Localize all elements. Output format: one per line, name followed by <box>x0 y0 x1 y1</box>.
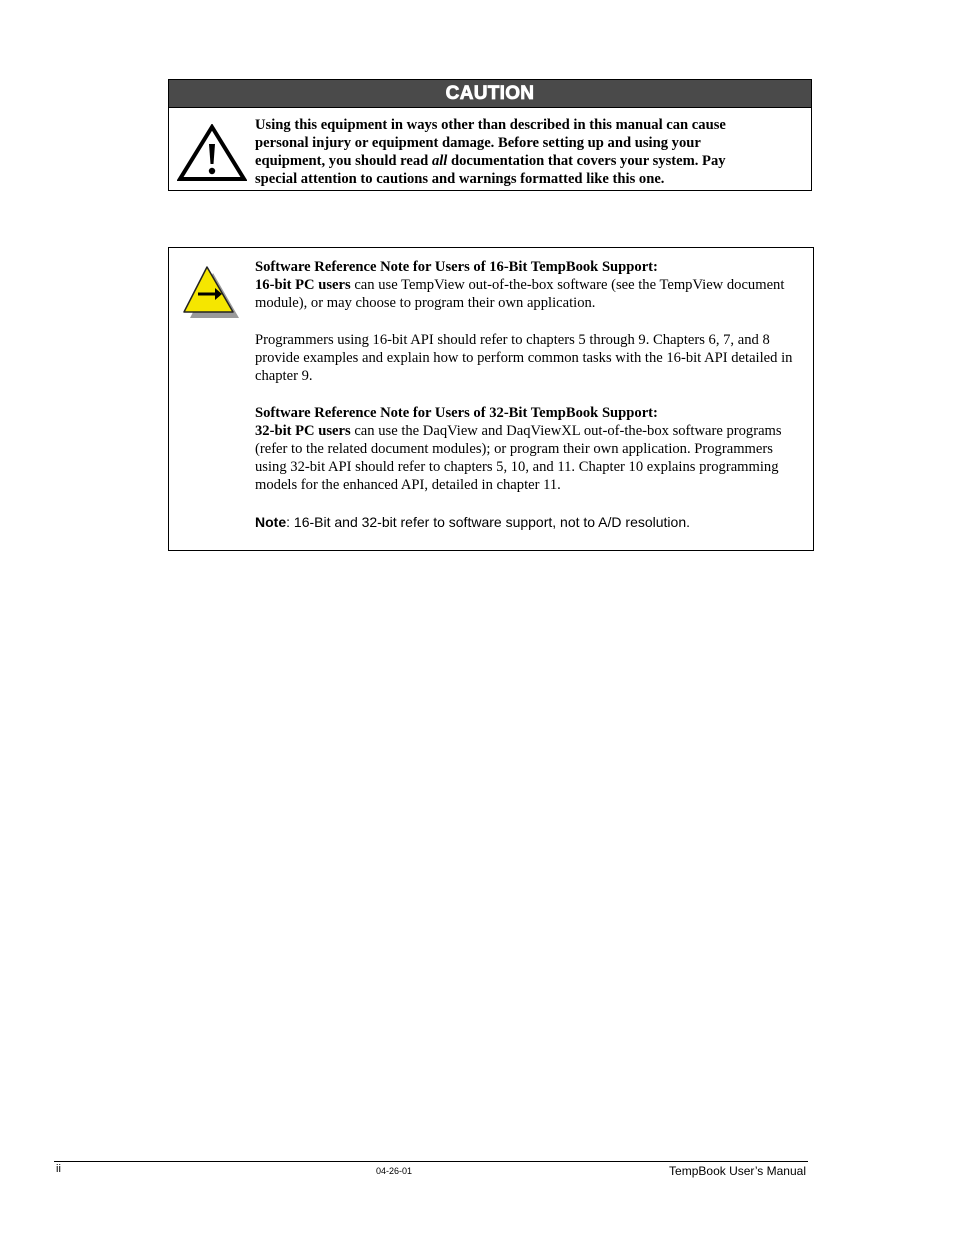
software-note-content <box>255 258 807 531</box>
footer-page-number: ii <box>56 1163 61 1175</box>
caution-emphasis: all <box>431 153 448 169</box>
warning-triangle-icon <box>177 124 247 182</box>
footer-date: 04-26-01 <box>376 1166 413 1176</box>
caution-line: Using this equipment in ways other than described in this manual can cause <box>255 117 726 133</box>
caution-box <box>168 79 812 191</box>
note-heading-32bit: Software Reference Note for Users of 32-Bit TempBook Support: <box>255 404 658 421</box>
caution-line <box>255 152 800 170</box>
note-16bit-users <box>255 276 807 312</box>
note-16bit-users-text: can use TempView out-of-the-box software (see the TempView document module), or may choose to program their own application. <box>255 277 785 312</box>
caution-header: CAUTION <box>169 80 811 108</box>
caution-line: special attention to cautions and warnings formatted like this one. <box>255 171 665 187</box>
caution-message <box>255 116 800 188</box>
caution-line-part: documentation that covers your system. Pay <box>447 153 726 169</box>
note-16bit-api: Programmers using 16-bit API should refer to chapters 5 through 9. Chapters 6, 7, and 8 provide examples and explain how to perform common tasks with the 16-bit API detailed in chapter 9. <box>255 331 793 385</box>
footer-manual-title: TempBook User’s Manual <box>669 1164 806 1178</box>
note-32bit-users <box>255 422 807 495</box>
note-resolution <box>255 513 807 531</box>
footer-rule <box>54 1161 808 1162</box>
reference-arrow-icon <box>181 263 239 319</box>
note-label: Note <box>255 513 287 530</box>
note-16bit-users-label: 16-bit PC users <box>255 277 351 294</box>
note-32bit-users-text: can use the DaqView and DaqViewXL out-of-the-box software programs (refer to the related document modules); or program their own application. Programmers using 32-bit API should refer to chapters 5, 10, and 11. Chapter 10 explains programming models for the enhanced API, detailed in chapter 11. <box>255 422 782 494</box>
caution-line-part: equipment, you should read <box>255 153 432 169</box>
note-32bit-users-label: 32-bit PC users <box>255 422 351 439</box>
software-note-box <box>168 247 814 551</box>
note-text: : 16-Bit and 32-bit refer to software support, not to A/D resolution. <box>286 513 691 530</box>
caution-line: personal injury or equipment damage. Before setting up and using your <box>255 135 701 151</box>
note-heading-16bit: Software Reference Note for Users of 16-Bit TempBook Support: <box>255 259 658 275</box>
